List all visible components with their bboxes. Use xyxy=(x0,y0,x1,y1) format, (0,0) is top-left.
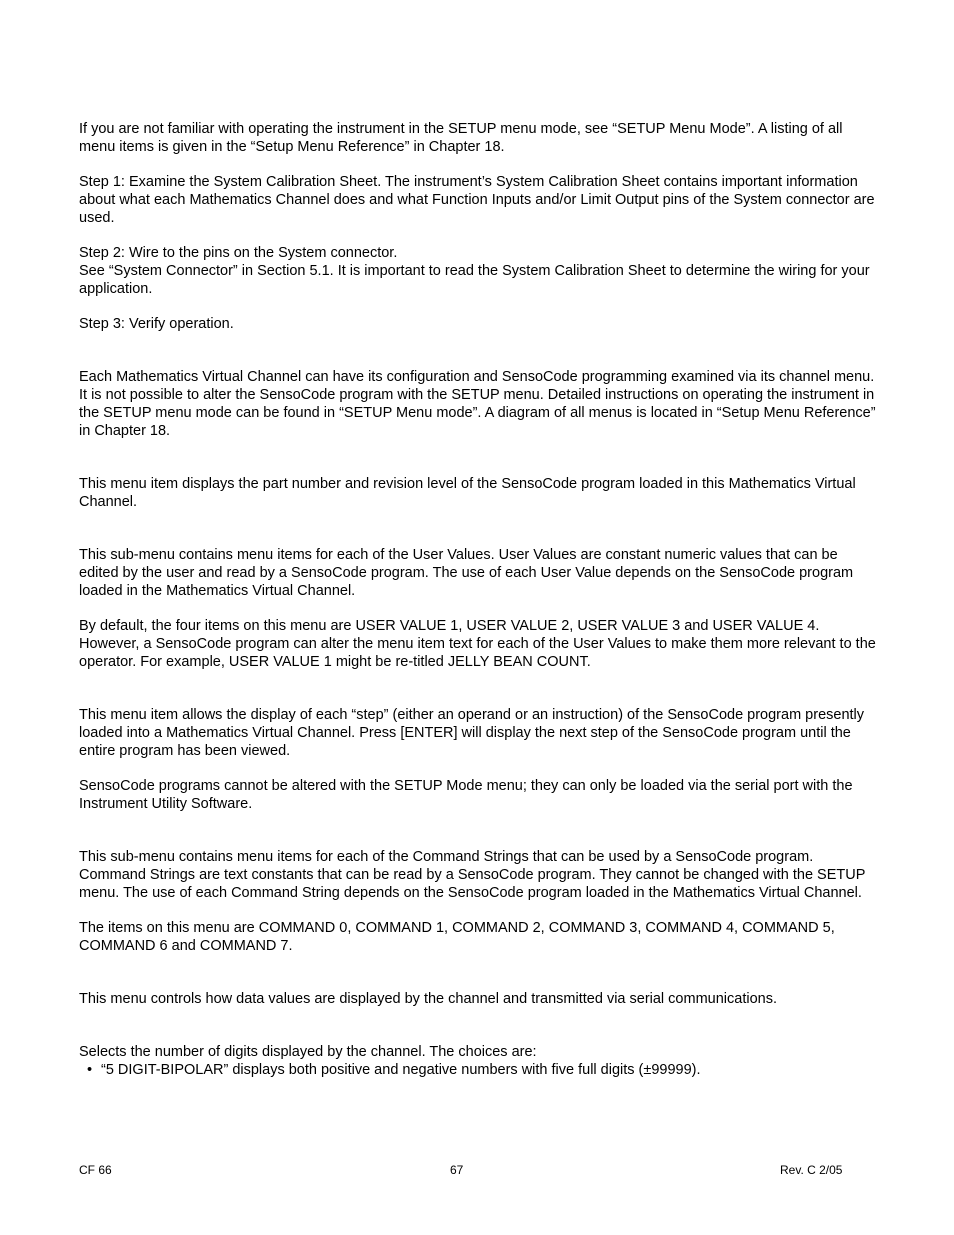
footer-doc-id: CF 66 xyxy=(79,1163,112,1177)
footer-revision: Rev. C 2/05 xyxy=(780,1163,843,1177)
command-strings-paragraph: This sub-menu contains menu items for each of the Command Strings that can be used by a SensoCode program. Command Strings are text constants that can be read by a SensoCode program. They cannot be changed with the SETUP menu. The use of each Command String depends on the SensoCode program loaded in the Mathematics Virtual Channel. xyxy=(79,849,866,901)
display-menu-paragraph: This menu controls how data values are displayed by the channel and transmitted via serial communications. xyxy=(79,991,777,1007)
intro-paragraph: If you are not familiar with operating the instrument in the SETUP menu mode, see “SETUP Menu Mode”. A listing of all menu items is given in the “Setup Menu Reference” in Chapter 18. xyxy=(79,121,843,155)
page-number: 67 xyxy=(450,1163,464,1177)
digits-paragraph: Selects the number of digits displayed by the channel. The choices are: xyxy=(79,1044,537,1060)
digit-choices-list xyxy=(79,1061,879,1079)
part-number-paragraph: This menu item displays the part number and revision level of the SensoCode program loaded in this Mathematics Virtual Channel. xyxy=(79,476,856,510)
program-alter-paragraph: SensoCode programs cannot be altered with the SETUP Mode menu; they can only be loaded via the serial port with the Instrument Utility Software. xyxy=(79,778,853,812)
list-item: • “5 DIGIT-BIPOLAR” displays both positive and negative numbers with five full digits (±99999). xyxy=(101,1061,879,1079)
program-step-paragraph: This menu item allows the display of each “step” (either an operand or an instruction) of the SensoCode program presently loaded into a Mathematics Virtual Channel. Press [ENTER] will display the next step of the SensoCode program until the entire program has been viewed. xyxy=(79,707,865,759)
user-values-paragraph: This sub-menu contains menu items for each of the User Values. User Values are constant numeric values that can be edited by the user and read by a SensoCode program. The use of each User Value depends on the SensoCode program loaded in the Mathematics Virtual Channel. xyxy=(79,547,854,599)
document-body xyxy=(79,120,879,1079)
step-3-paragraph: Step 3: Verify operation. xyxy=(79,316,234,332)
user-values-default-paragraph: By default, the four items on this menu are USER VALUE 1, USER VALUE 2, USER VALUE 3 and USER VALUE 4. However, a SensoCode program can alter the menu item text for each of the User Values to make them more relevant to the operator. For example, USER VALUE 1 might be re-titled JELLY BEAN COUNT. xyxy=(79,618,876,670)
command-items-paragraph: The items on this menu are COMMAND 0, COMMAND 1, COMMAND 2, COMMAND 3, COMMAND 4, COMMAND 5, COMMAND 6 and COMMAND 7. xyxy=(79,920,835,954)
step-1-paragraph: Step 1: Examine the System Calibration Sheet. The instrument’s System Calibration Sheet contains important information about what each Mathematics Channel does and what Function Inputs and/or Limit Output pins of the System connector are used. xyxy=(79,174,875,226)
step-2-detail: See “System Connector” in Section 5.1. It is important to read the System Calibration Sheet to determine the wiring for your application. xyxy=(79,263,870,297)
channel-menu-paragraph: Each Mathematics Virtual Channel can have its configuration and SensoCode programming examined via its channel menu. It is not possible to alter the SensoCode program with the SETUP menu. Detailed instructions on operating the instrument in the SETUP menu mode can be found in “SETUP Menu mode”. A diagram of all menus is located in “Setup Menu Reference” in Chapter 18. xyxy=(79,369,876,439)
step-2-paragraph: Step 2: Wire to the pins on the System connector. xyxy=(79,245,398,261)
